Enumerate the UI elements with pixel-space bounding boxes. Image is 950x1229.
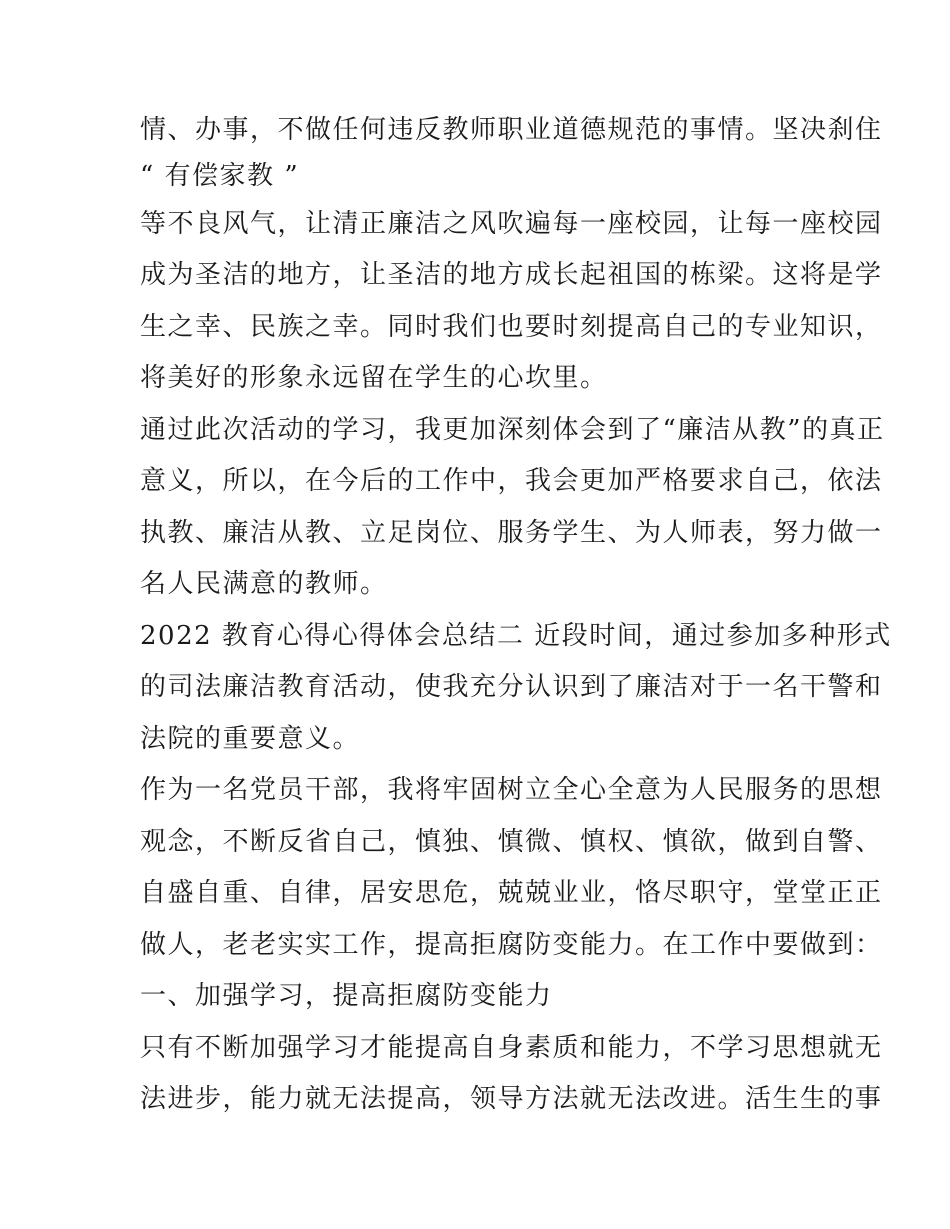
text-line: “ 有偿家教 ” [140,160,300,191]
text-line: 意义，所以，在今后的工作中，我会更加严格要求自己，依法 [140,466,883,496]
text-line: 情、办事，不做任何违反教师职业道德规范的事情。坚决刹住 [140,115,883,145]
text-line: 的司法廉洁教育活动，使我充分认识到了廉洁对于一名干警和 [140,672,883,702]
text-line: 作为一名党员干部，我将牢固树立全心全意为人民服务的思想 [140,775,883,805]
text-line: 法进步，能力就无法提高，领导方法就无法改进。活生生的事 [140,1084,883,1114]
text-line: 观念，不断反省自己，慎独、慎微、慎权、慎欲，做到自警、 [140,826,883,857]
text-line: 法院的重要意义。 [140,723,361,754]
text-line: 将美好的形象永远留在学生的心坎里。 [140,363,608,393]
text-line: 等不良风气，让清正廉洁之风吹遍每一座校园，让每一座校园 [140,208,883,239]
text-line: 一、加强学习，提高拒腐防变能力 [140,981,553,1011]
text-line: 成为圣洁的地方，让圣洁的地方成长起祖国的栋梁。这将是学 [140,260,883,290]
text-line: 生之幸、民族之幸。同时我们也要时刻提高自己的专业知识， [140,311,883,342]
text-line: 执教、廉洁从教、立足岗位、服务学生、为人师表，努力做一 [140,517,883,548]
document-body [140,108,892,1129]
text-line: 通过此次活动的学习，我更加深刻体会到了“廉洁从教”的真正 [140,414,885,445]
text-line: 自盛自重、自律，居安思危，兢兢业业，恪尽职守，堂堂正正 [140,878,883,908]
text-line: 名人民满意的教师。 [140,569,388,599]
text-line: 只有不断加强学习才能提高自身素质和能力，不学习思想就无 [140,1032,883,1063]
text-line: 做人，老老实实工作，提高拒腐防变能力。在工作中要做到： [140,929,883,960]
text-line: 2022 教育心得心得体会总结二 近段时间，通过参加多种形式 [140,620,892,651]
